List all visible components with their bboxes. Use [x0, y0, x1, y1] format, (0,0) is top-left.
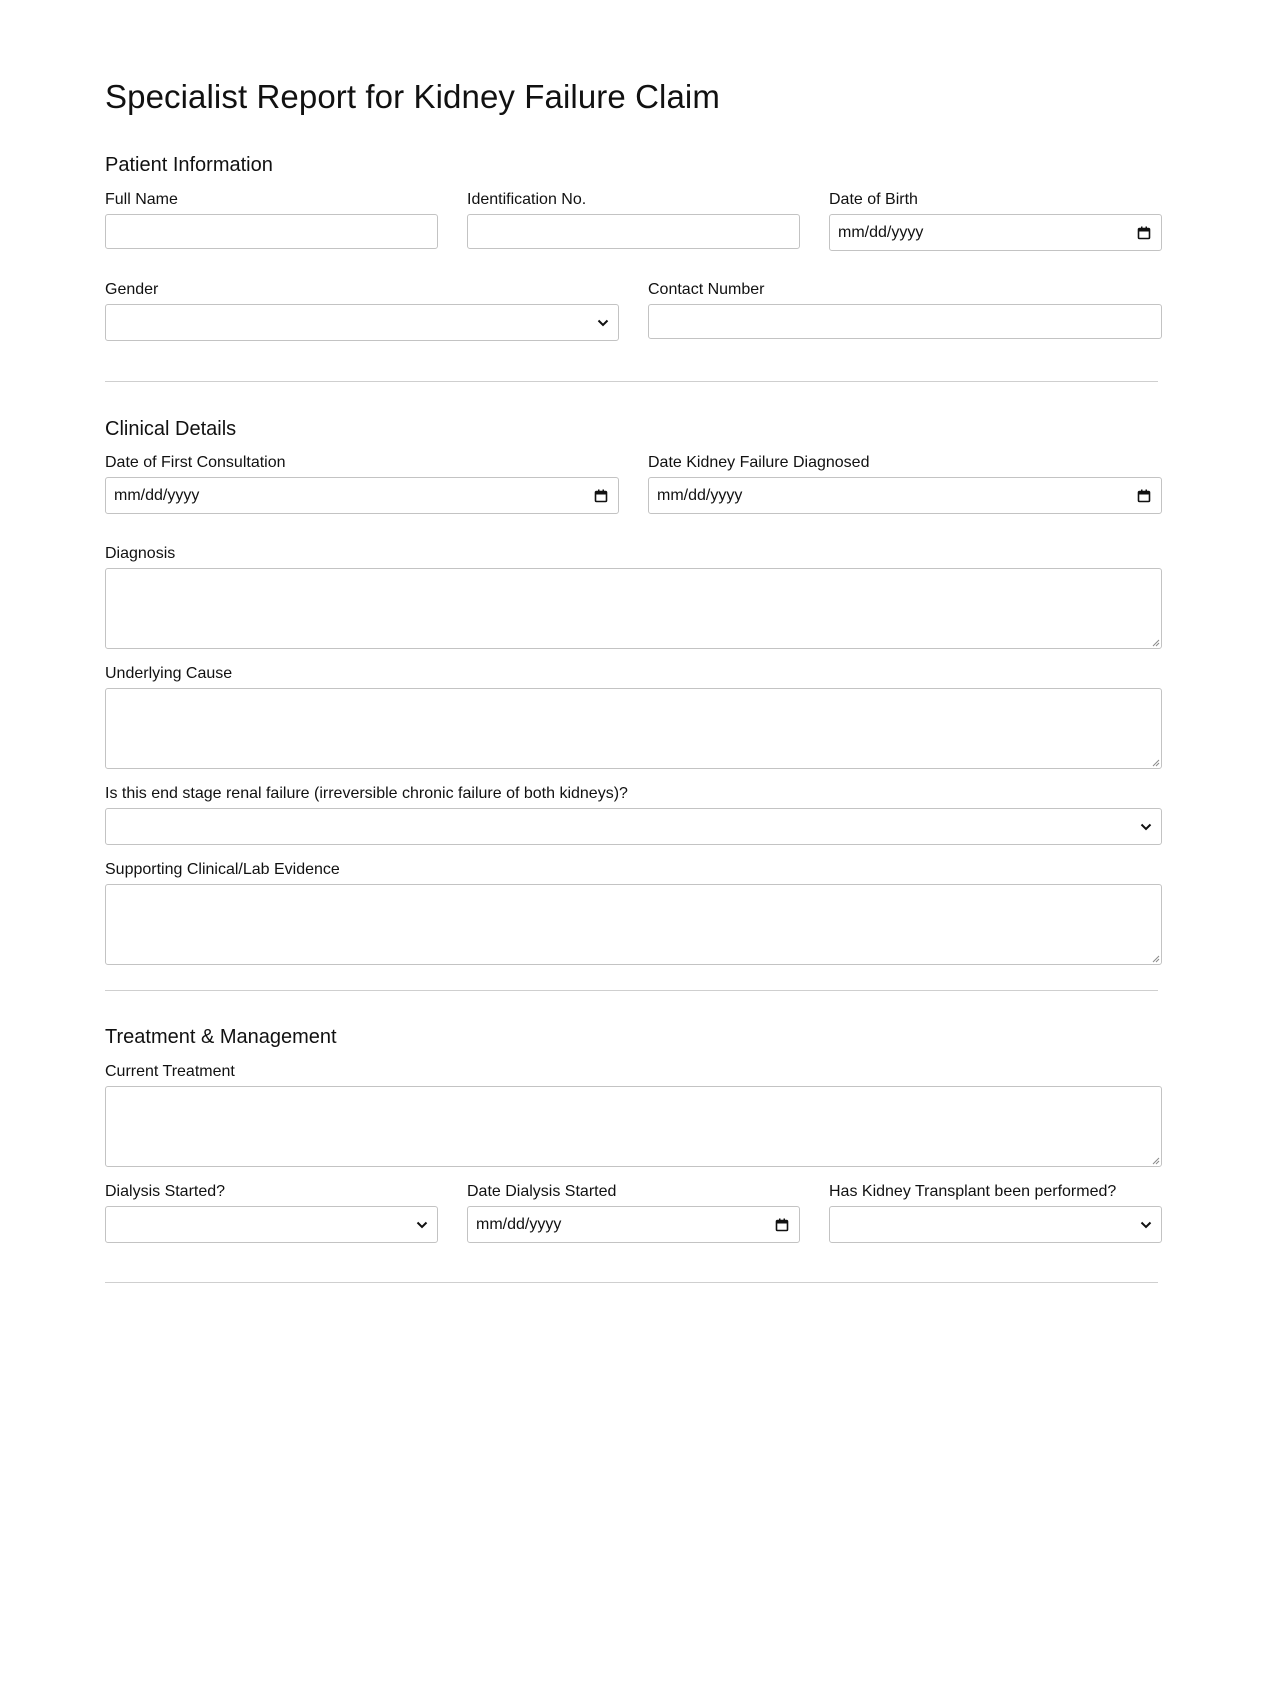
diagnosed-date-input[interactable] [648, 477, 1162, 514]
identification-input[interactable] [467, 214, 800, 249]
section-divider [105, 381, 1158, 382]
full-name-input[interactable] [105, 214, 438, 249]
dialysis-started-select[interactable] [105, 1206, 438, 1243]
identification-label: Identification No. [467, 191, 587, 208]
section-divider [105, 1282, 1158, 1283]
section-heading-patient-information: Patient Information [105, 154, 273, 176]
underlying-cause-textarea[interactable] [105, 688, 1162, 769]
first-consultation-date-placeholder: mm/dd/yyyy [114, 486, 200, 504]
calendar-icon[interactable] [775, 1218, 789, 1232]
diagnosed-date-label: Date Kidney Failure Diagnosed [648, 454, 870, 471]
full-name-label: Full Name [105, 191, 178, 208]
diagnosis-textarea[interactable] [105, 568, 1162, 649]
dob-label: Date of Birth [829, 191, 918, 208]
date-dialysis-placeholder: mm/dd/yyyy [476, 1215, 562, 1233]
resize-grip-icon[interactable] [1151, 758, 1160, 767]
resize-grip-icon[interactable] [1151, 954, 1160, 963]
dialysis-started-label: Dialysis Started? [105, 1183, 226, 1200]
section-heading-treatment: Treatment & Management [105, 1026, 337, 1048]
section-divider [105, 990, 1158, 991]
first-consultation-date-input[interactable] [105, 477, 619, 514]
calendar-icon[interactable] [1137, 226, 1151, 240]
calendar-icon[interactable] [594, 489, 608, 503]
current-treatment-textarea[interactable] [105, 1086, 1162, 1167]
chevron-down-icon [416, 1221, 428, 1229]
evidence-label: Supporting Clinical/Lab Evidence [105, 861, 340, 878]
transplant-label: Has Kidney Transplant been performed? [829, 1183, 1117, 1200]
contact-label: Contact Number [648, 281, 765, 298]
gender-label: Gender [105, 281, 159, 298]
first-consultation-label: Date of First Consultation [105, 454, 286, 471]
chevron-down-icon [1140, 1221, 1152, 1229]
dob-date-input[interactable] [829, 214, 1162, 251]
resize-grip-icon[interactable] [1151, 1156, 1160, 1165]
date-dialysis-input[interactable] [467, 1206, 800, 1243]
dob-date-placeholder: mm/dd/yyyy [838, 223, 924, 241]
resize-grip-icon[interactable] [1151, 638, 1160, 647]
calendar-icon[interactable] [1137, 489, 1151, 503]
page-title: Specialist Report for Kidney Failure Claim [105, 78, 720, 115]
diagnosis-label: Diagnosis [105, 545, 176, 562]
gender-select[interactable] [105, 304, 619, 341]
section-heading-clinical-details: Clinical Details [105, 418, 237, 440]
end-stage-label: Is this end stage renal failure (irreversible chronic failure of both kidneys)? [105, 785, 628, 802]
contact-number-input[interactable] [648, 304, 1162, 339]
underlying-cause-label: Underlying Cause [105, 665, 233, 682]
end-stage-select[interactable] [105, 808, 1162, 845]
chevron-down-icon [597, 319, 609, 327]
diagnosed-date-placeholder: mm/dd/yyyy [657, 486, 743, 504]
current-treatment-label: Current Treatment [105, 1063, 235, 1080]
transplant-select[interactable] [829, 1206, 1162, 1243]
evidence-textarea[interactable] [105, 884, 1162, 965]
date-dialysis-label: Date Dialysis Started [467, 1183, 617, 1200]
chevron-down-icon [1140, 823, 1152, 831]
